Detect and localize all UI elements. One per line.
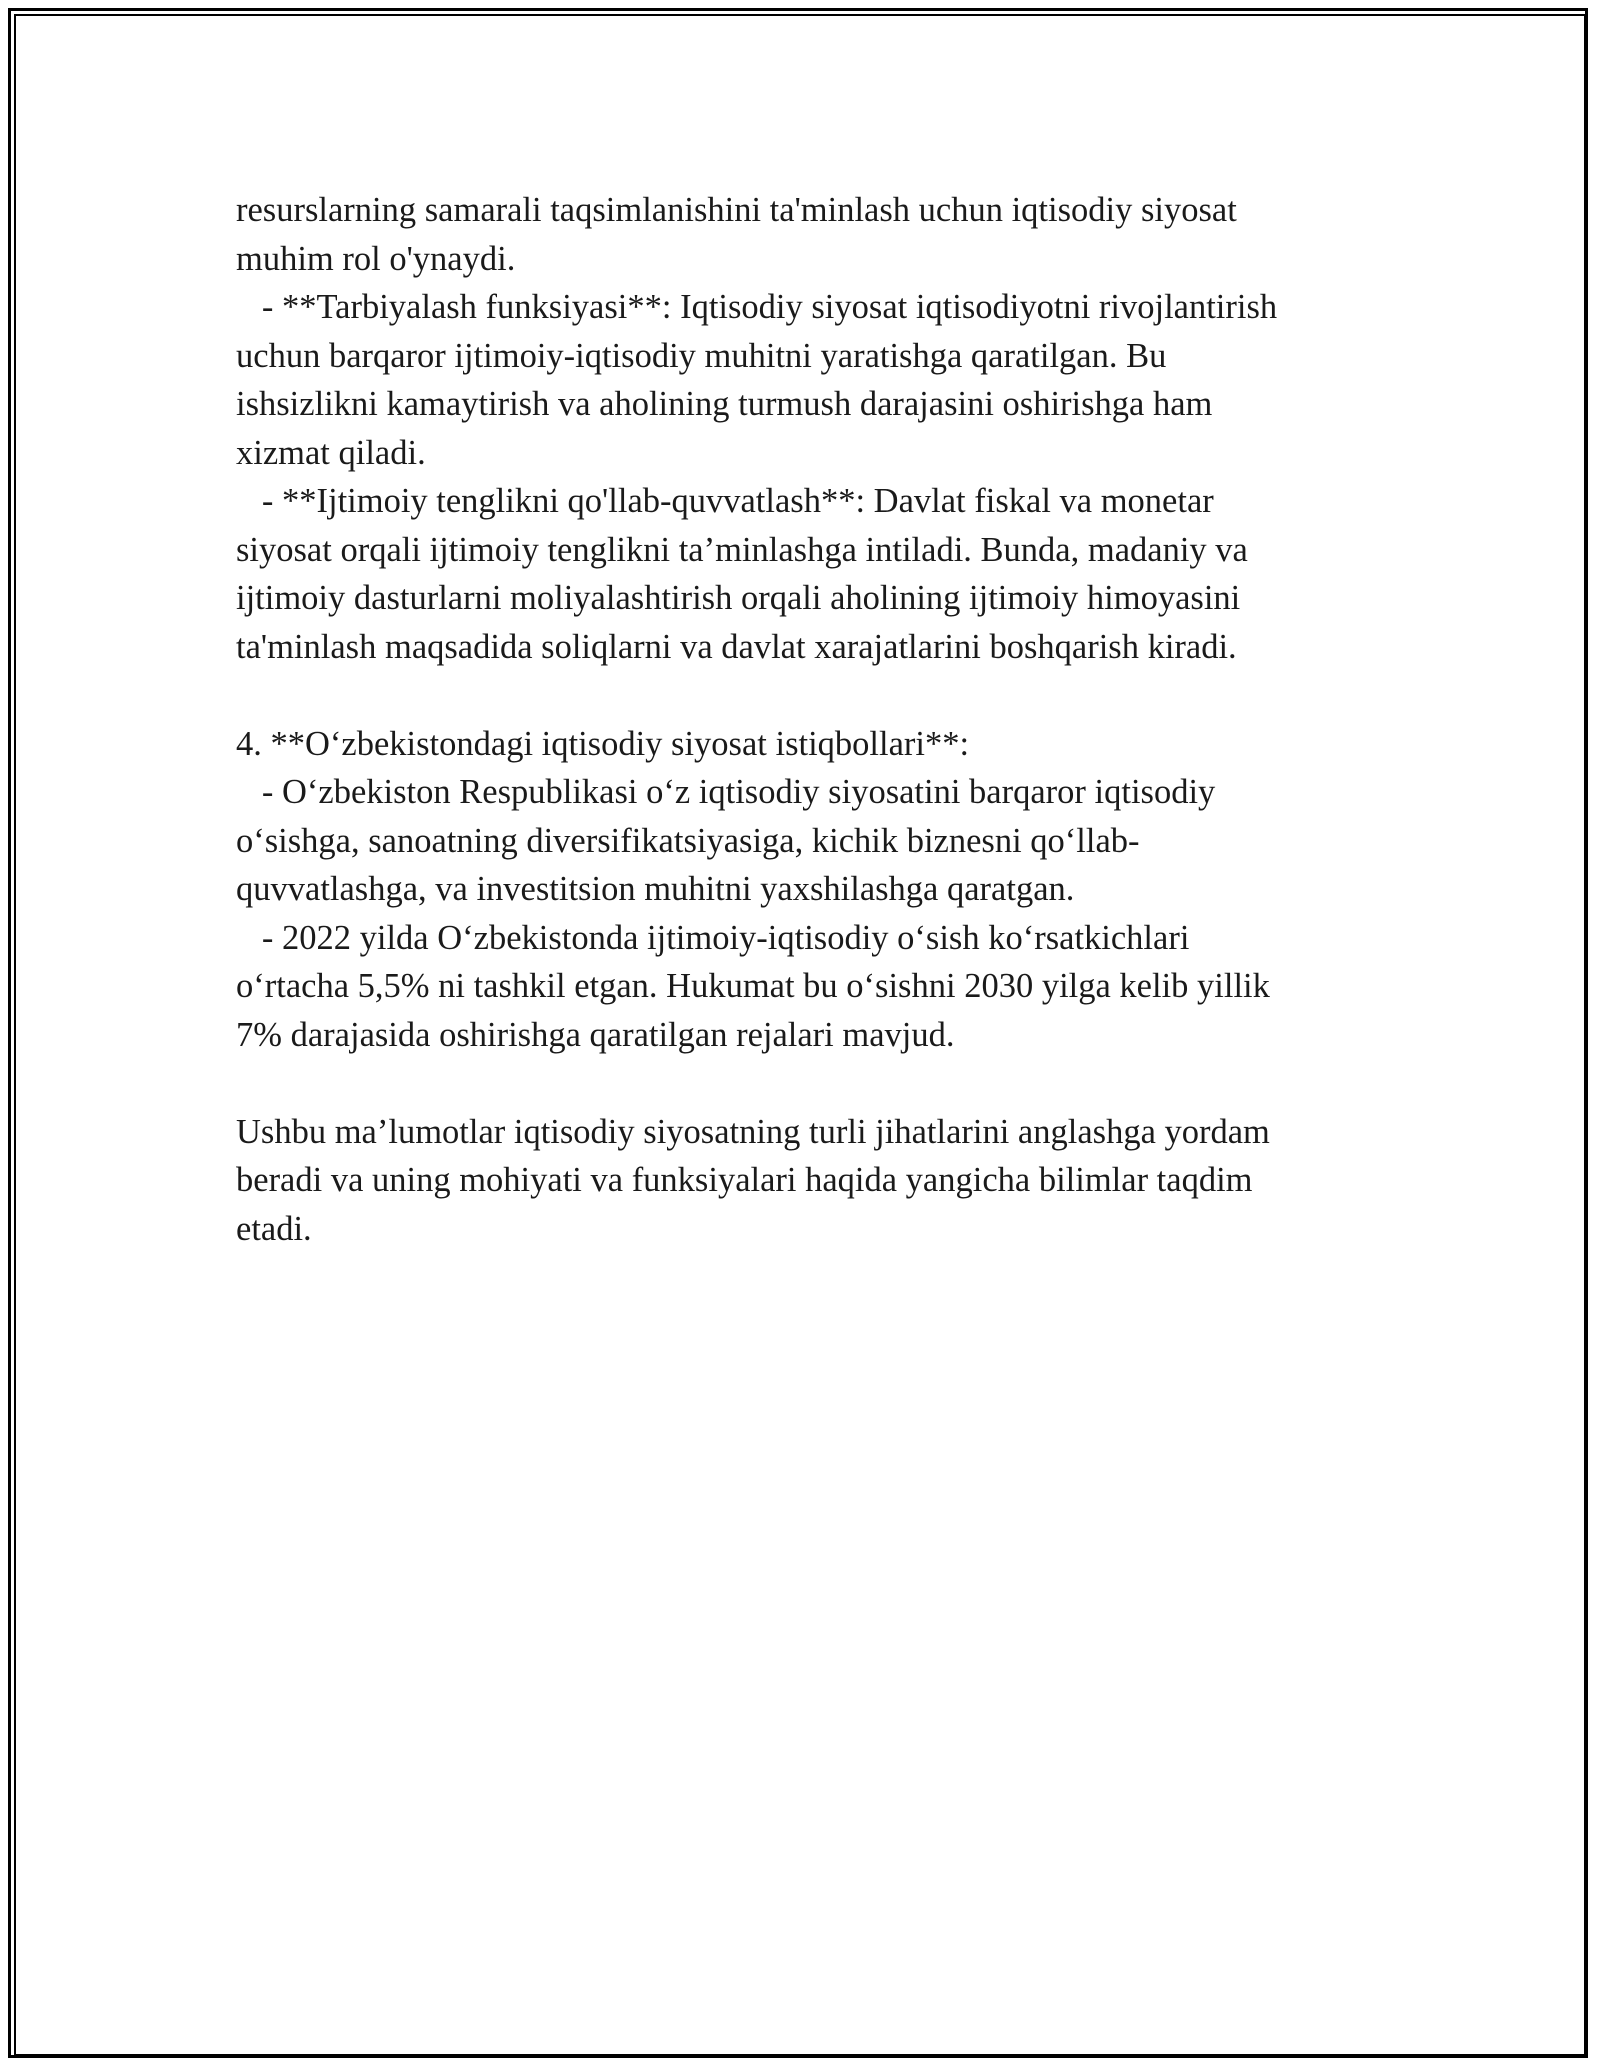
text-line: o‘rtacha 5,5% ni tashkil etgan. Hukumat bu o‘sishni 2030 yilga kelib yillik bbox=[236, 967, 1270, 1005]
text-line: ishsizlikni kamaytirish va aholining turmush darajasini oshirishga ham bbox=[236, 385, 1213, 423]
text-line: quvvatlashga, va investitsion muhitni yaxshilashga qaratgan. bbox=[236, 870, 1075, 908]
text-line: o‘sishga, sanoatning diversifikatsiyasiga, kichik biznesni qo‘llab- bbox=[236, 821, 1140, 860]
text-line: siyosat orqali ijtimoiy tenglikni ta’minlashga intiladi. Bunda, madaniy va bbox=[236, 530, 1248, 569]
text-line: Ushbu ma’lumotlar iqtisodiy siyosatning turli jihatlarini anglashga yordam bbox=[236, 1112, 1270, 1151]
text-line: 7% darajasida oshirishga qaratilgan rejalari mavjud. bbox=[236, 1015, 955, 1054]
text-line: - 2022 yilda O‘zbekistonda ijtimoiy-iqtisodiy o‘sish ko‘rsatkichlari bbox=[236, 918, 1190, 957]
text-line: - O‘zbekiston Respublikasi o‘z iqtisodiy siyosatini barqaror iqtisodiy bbox=[236, 773, 1216, 811]
document-body bbox=[236, 186, 1366, 1253]
text-line: uchun barqaror ijtimoiy-iqtisodiy muhitni yaratishga qaratilgan. Bu bbox=[236, 336, 1167, 375]
text-line: beradi va uning mohiyati va funksiyalari haqida yangicha bilimlar taqdim bbox=[236, 1161, 1253, 1199]
text-line: etadi. bbox=[236, 1209, 312, 1248]
text-line: ijtimoiy dasturlarni moliyalashtirish orqali aholining ijtimoiy himoyasini bbox=[236, 579, 1241, 617]
paragraph-spacer bbox=[236, 671, 1366, 720]
text-line: muhim rol o'ynaydi. bbox=[236, 239, 516, 278]
text-line: - **Tarbiyalash funksiyasi**: Iqtisodiy siyosat iqtisodiyotni rivojlantirish bbox=[236, 288, 1278, 326]
text-line: xizmat qiladi. bbox=[236, 433, 426, 472]
paragraph-spacer bbox=[236, 1059, 1366, 1108]
section-heading: 4. **O‘zbekistondagi iqtisodiy siyosat istiqbollari**: bbox=[236, 724, 970, 763]
text-line: resurslarning samarali taqsimlanishini ta'minlash uchun iqtisodiy siyosat bbox=[236, 191, 1237, 229]
text-line: - **Ijtimoiy tenglikni qo'llab-quvvatlash**: Davlat fiskal va monetar bbox=[236, 482, 1214, 520]
text-line: ta'minlash maqsadida soliqlarni va davlat xarajatlarini boshqarish kiradi. bbox=[236, 627, 1237, 666]
